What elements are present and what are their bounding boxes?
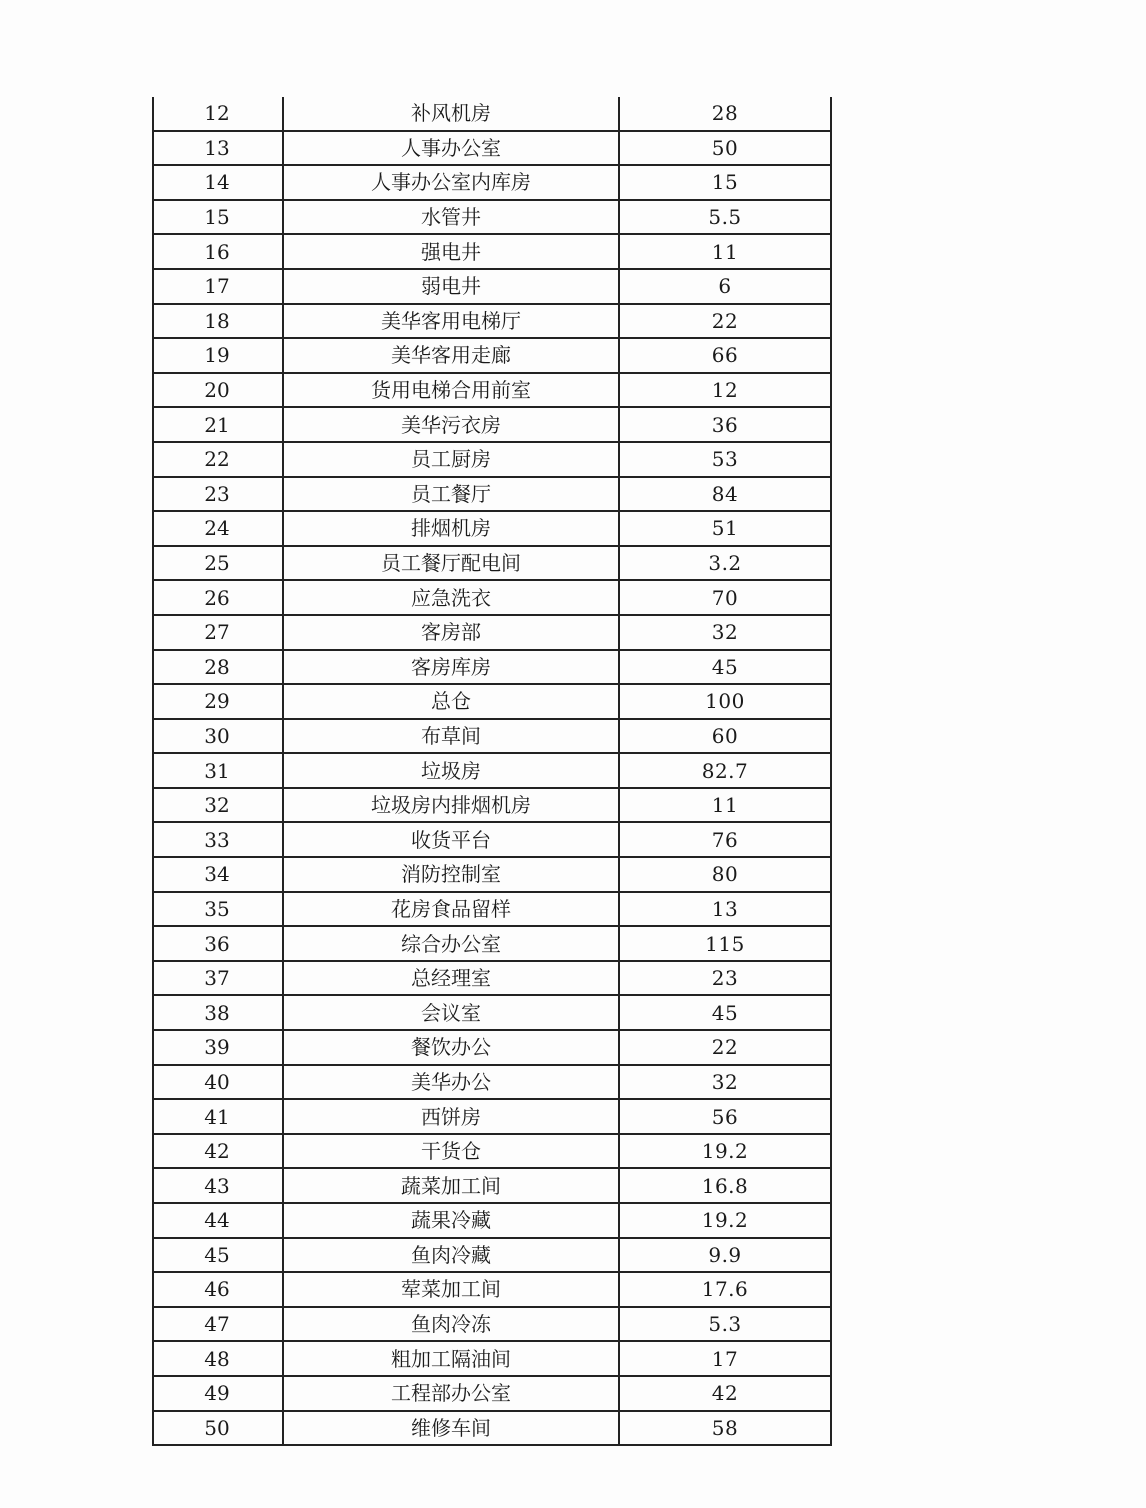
table-row bbox=[153, 407, 831, 442]
row-number: 40 bbox=[204, 1069, 230, 1094]
table-row bbox=[153, 719, 831, 754]
row-number-cell bbox=[153, 304, 283, 339]
room-name-cell: 货用电梯合用前室 bbox=[283, 373, 619, 408]
room-name-cell: 人事办公室 bbox=[283, 131, 619, 166]
table-row bbox=[153, 338, 831, 373]
room-name-cell: 蔬菜加工间 bbox=[283, 1168, 619, 1203]
table-row bbox=[153, 1099, 831, 1134]
row-number-cell bbox=[153, 1307, 283, 1342]
room-area-cell: 11 bbox=[619, 234, 831, 269]
room-area-cell: 80 bbox=[619, 857, 831, 892]
room-name-cell: 美华办公 bbox=[283, 1065, 619, 1100]
row-number: 35 bbox=[204, 896, 230, 921]
table-row bbox=[153, 165, 831, 200]
room-name-cell: 维修车间 bbox=[283, 1411, 619, 1446]
row-number: 46 bbox=[204, 1277, 230, 1302]
room-area-cell: 13 bbox=[619, 892, 831, 927]
row-number: 21 bbox=[204, 412, 230, 437]
room-name-cell: 鱼肉冷藏 bbox=[283, 1238, 619, 1273]
table-row bbox=[153, 995, 831, 1030]
table-row bbox=[153, 1272, 831, 1307]
room-name-cell: 花房食品留样 bbox=[283, 892, 619, 927]
room-area-cell: 100 bbox=[619, 684, 831, 719]
row-number-cell bbox=[153, 684, 283, 719]
row-number-cell bbox=[153, 1203, 283, 1238]
table-row bbox=[153, 304, 831, 339]
table-body bbox=[153, 97, 831, 1445]
room-name-cell: 垃圾房内排烟机房 bbox=[283, 788, 619, 823]
room-name-cell: 餐饮办公 bbox=[283, 1030, 619, 1065]
table-row bbox=[153, 1238, 831, 1273]
room-area-cell: 51 bbox=[619, 511, 831, 546]
room-name-cell: 总经理室 bbox=[283, 961, 619, 996]
room-name-cell: 美华客用走廊 bbox=[283, 338, 619, 373]
table-row bbox=[153, 1203, 831, 1238]
row-number: 36 bbox=[204, 931, 230, 956]
row-number-cell bbox=[153, 892, 283, 927]
table-row bbox=[153, 1341, 831, 1376]
row-number-cell bbox=[153, 1030, 283, 1065]
table-row bbox=[153, 753, 831, 788]
room-area-cell: 32 bbox=[619, 615, 831, 650]
row-number-cell bbox=[153, 477, 283, 512]
room-area-cell: 22 bbox=[619, 304, 831, 339]
room-name-cell: 水管井 bbox=[283, 200, 619, 235]
room-area-cell: 15 bbox=[619, 165, 831, 200]
room-name-cell: 员工厨房 bbox=[283, 442, 619, 477]
room-name-cell: 会议室 bbox=[283, 995, 619, 1030]
room-name-cell: 总仓 bbox=[283, 684, 619, 719]
row-number-cell bbox=[153, 407, 283, 442]
room-name-cell: 美华污衣房 bbox=[283, 407, 619, 442]
row-number-cell bbox=[153, 1376, 283, 1411]
room-area-cell: 66 bbox=[619, 338, 831, 373]
room-name-cell: 人事办公室内库房 bbox=[283, 165, 619, 200]
row-number-cell bbox=[153, 1238, 283, 1273]
row-number-cell bbox=[153, 200, 283, 235]
row-number: 26 bbox=[204, 585, 230, 610]
table-row bbox=[153, 926, 831, 961]
table-row bbox=[153, 234, 831, 269]
table-row bbox=[153, 684, 831, 719]
room-name-cell: 消防控制室 bbox=[283, 857, 619, 892]
row-number: 44 bbox=[204, 1208, 230, 1233]
row-number: 31 bbox=[204, 758, 230, 783]
room-area-cell: 11 bbox=[619, 788, 831, 823]
row-number-cell bbox=[153, 131, 283, 166]
row-number-cell bbox=[153, 857, 283, 892]
row-number: 27 bbox=[204, 620, 230, 645]
room-name-cell: 垃圾房 bbox=[283, 753, 619, 788]
room-name-cell: 工程部办公室 bbox=[283, 1376, 619, 1411]
table-row bbox=[153, 269, 831, 304]
table-row bbox=[153, 477, 831, 512]
table-row bbox=[153, 650, 831, 685]
room-area-cell: 50 bbox=[619, 131, 831, 166]
row-number: 30 bbox=[204, 723, 230, 748]
row-number: 50 bbox=[204, 1415, 230, 1440]
row-number-cell bbox=[153, 546, 283, 581]
row-number-cell bbox=[153, 822, 283, 857]
room-area-table bbox=[152, 97, 832, 1446]
row-number: 14 bbox=[204, 170, 230, 195]
room-area-cell: 70 bbox=[619, 580, 831, 615]
table-row bbox=[153, 961, 831, 996]
row-number-cell bbox=[153, 1134, 283, 1169]
room-area-cell: 84 bbox=[619, 477, 831, 512]
row-number-cell bbox=[153, 338, 283, 373]
room-name-cell: 客房库房 bbox=[283, 650, 619, 685]
room-area-cell: 32 bbox=[619, 1065, 831, 1100]
room-area-cell: 36 bbox=[619, 407, 831, 442]
row-number: 45 bbox=[204, 1242, 230, 1267]
room-name-cell: 西饼房 bbox=[283, 1099, 619, 1134]
room-area-cell: 6 bbox=[619, 269, 831, 304]
table-row bbox=[153, 1307, 831, 1342]
row-number: 12 bbox=[204, 101, 230, 126]
row-number: 16 bbox=[204, 239, 230, 264]
table-row bbox=[153, 442, 831, 477]
room-area-cell: 9.9 bbox=[619, 1238, 831, 1273]
room-area-cell: 42 bbox=[619, 1376, 831, 1411]
room-area-cell: 28 bbox=[619, 97, 831, 131]
room-name-cell: 收货平台 bbox=[283, 822, 619, 857]
row-number: 29 bbox=[204, 689, 230, 714]
room-name-cell: 应急洗衣 bbox=[283, 580, 619, 615]
table-row bbox=[153, 1411, 831, 1446]
row-number-cell bbox=[153, 1341, 283, 1376]
table-row bbox=[153, 511, 831, 546]
room-name-cell: 弱电井 bbox=[283, 269, 619, 304]
table-row bbox=[153, 1065, 831, 1100]
row-number: 18 bbox=[204, 308, 230, 333]
room-area-cell: 3.2 bbox=[619, 546, 831, 581]
table-row bbox=[153, 1030, 831, 1065]
room-name-cell: 客房部 bbox=[283, 615, 619, 650]
row-number-cell bbox=[153, 650, 283, 685]
room-name-cell: 员工餐厅 bbox=[283, 477, 619, 512]
row-number: 19 bbox=[204, 343, 230, 368]
row-number-cell bbox=[153, 373, 283, 408]
row-number: 37 bbox=[204, 966, 230, 991]
room-name-cell: 综合办公室 bbox=[283, 926, 619, 961]
room-area-cell: 56 bbox=[619, 1099, 831, 1134]
table-row bbox=[153, 373, 831, 408]
row-number-cell bbox=[153, 580, 283, 615]
room-name-cell: 干货仓 bbox=[283, 1134, 619, 1169]
room-area-cell: 76 bbox=[619, 822, 831, 857]
room-area-cell: 82.7 bbox=[619, 753, 831, 788]
table-row bbox=[153, 857, 831, 892]
row-number-cell bbox=[153, 1272, 283, 1307]
row-number: 28 bbox=[204, 654, 230, 679]
room-area-cell: 60 bbox=[619, 719, 831, 754]
room-area-cell: 12 bbox=[619, 373, 831, 408]
row-number-cell bbox=[153, 1099, 283, 1134]
row-number-cell bbox=[153, 615, 283, 650]
table-row bbox=[153, 546, 831, 581]
room-area-cell: 5.5 bbox=[619, 200, 831, 235]
room-area-cell: 23 bbox=[619, 961, 831, 996]
row-number-cell bbox=[153, 511, 283, 546]
room-area-cell: 45 bbox=[619, 650, 831, 685]
row-number: 23 bbox=[204, 481, 230, 506]
row-number: 25 bbox=[204, 551, 230, 576]
room-name-cell: 布草间 bbox=[283, 719, 619, 754]
table-row bbox=[153, 788, 831, 823]
table-row bbox=[153, 1376, 831, 1411]
room-area-cell: 45 bbox=[619, 995, 831, 1030]
row-number: 22 bbox=[204, 447, 230, 472]
row-number: 24 bbox=[204, 516, 230, 541]
table-row bbox=[153, 97, 831, 131]
room-area-cell: 58 bbox=[619, 1411, 831, 1446]
table-row bbox=[153, 131, 831, 166]
row-number: 49 bbox=[204, 1381, 230, 1406]
row-number: 43 bbox=[204, 1173, 230, 1198]
row-number-cell bbox=[153, 165, 283, 200]
room-area-cell: 53 bbox=[619, 442, 831, 477]
room-area-cell: 19.2 bbox=[619, 1134, 831, 1169]
table-row bbox=[153, 200, 831, 235]
row-number: 33 bbox=[204, 827, 230, 852]
table-row bbox=[153, 615, 831, 650]
row-number-cell bbox=[153, 926, 283, 961]
room-area-cell: 19.2 bbox=[619, 1203, 831, 1238]
row-number-cell bbox=[153, 234, 283, 269]
row-number-cell bbox=[153, 719, 283, 754]
table-row bbox=[153, 580, 831, 615]
row-number-cell bbox=[153, 97, 283, 131]
row-number: 42 bbox=[204, 1139, 230, 1164]
row-number-cell bbox=[153, 1168, 283, 1203]
row-number: 15 bbox=[204, 205, 230, 230]
room-name-cell: 美华客用电梯厅 bbox=[283, 304, 619, 339]
row-number-cell bbox=[153, 442, 283, 477]
row-number-cell bbox=[153, 1411, 283, 1446]
room-name-cell: 补风机房 bbox=[283, 97, 619, 131]
room-name-cell: 鱼肉冷冻 bbox=[283, 1307, 619, 1342]
row-number-cell bbox=[153, 753, 283, 788]
room-name-cell: 粗加工隔油间 bbox=[283, 1341, 619, 1376]
row-number-cell bbox=[153, 269, 283, 304]
room-name-cell: 强电井 bbox=[283, 234, 619, 269]
table-row bbox=[153, 1134, 831, 1169]
room-area-cell: 115 bbox=[619, 926, 831, 961]
row-number: 17 bbox=[204, 274, 230, 299]
row-number: 39 bbox=[204, 1035, 230, 1060]
row-number-cell bbox=[153, 788, 283, 823]
room-name-cell: 荤菜加工间 bbox=[283, 1272, 619, 1307]
room-area-cell: 17 bbox=[619, 1341, 831, 1376]
room-name-cell: 排烟机房 bbox=[283, 511, 619, 546]
row-number-cell bbox=[153, 961, 283, 996]
row-number-cell bbox=[153, 995, 283, 1030]
table-row bbox=[153, 892, 831, 927]
row-number: 48 bbox=[204, 1346, 230, 1371]
row-number: 41 bbox=[204, 1104, 230, 1129]
table-row bbox=[153, 1168, 831, 1203]
row-number: 32 bbox=[204, 793, 230, 818]
row-number: 34 bbox=[204, 862, 230, 887]
room-area-cell: 5.3 bbox=[619, 1307, 831, 1342]
row-number: 13 bbox=[204, 135, 230, 160]
row-number: 47 bbox=[204, 1312, 230, 1337]
row-number: 20 bbox=[204, 378, 230, 403]
room-area-cell: 17.6 bbox=[619, 1272, 831, 1307]
room-name-cell: 蔬果冷藏 bbox=[283, 1203, 619, 1238]
room-area-cell: 22 bbox=[619, 1030, 831, 1065]
room-name-cell: 员工餐厅配电间 bbox=[283, 546, 619, 581]
table-row bbox=[153, 822, 831, 857]
row-number: 38 bbox=[204, 1000, 230, 1025]
room-area-cell: 16.8 bbox=[619, 1168, 831, 1203]
row-number-cell bbox=[153, 1065, 283, 1100]
